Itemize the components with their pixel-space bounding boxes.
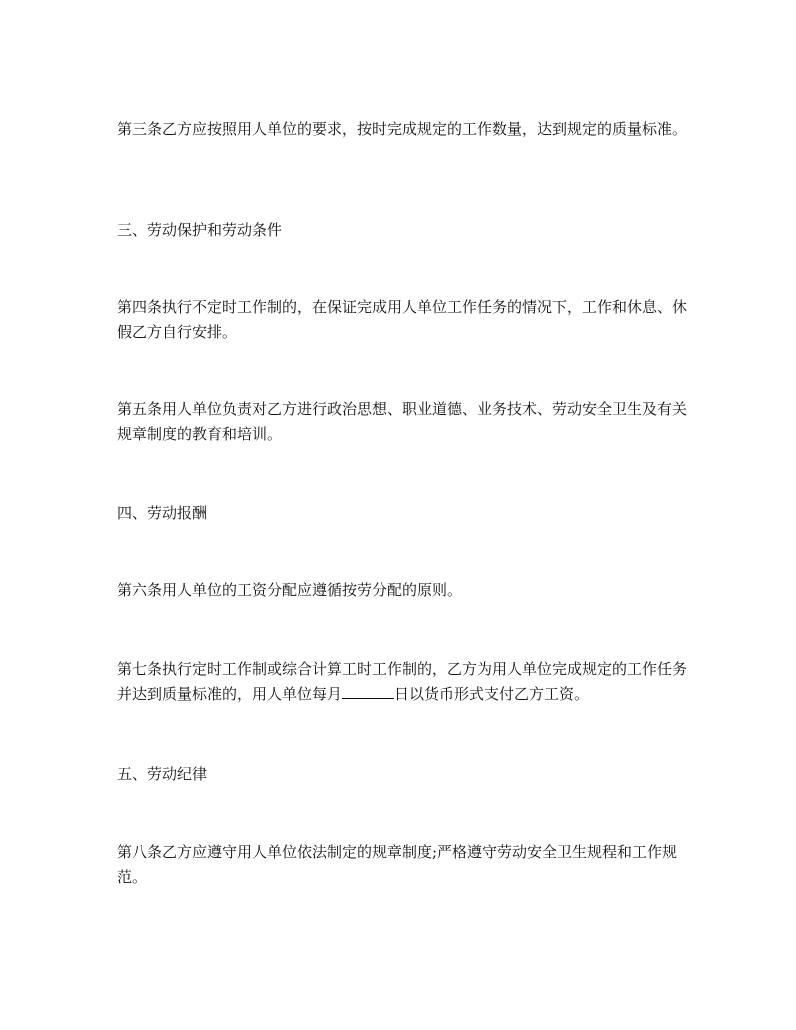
section-4-heading: 四、劳动报酬 (117, 504, 208, 522)
clause-4: 第四条执行不定时工作制的，在保证完成用人单位工作任务的情况下，工作和休息、休假乙方自行安排。 (117, 298, 688, 341)
section-3-heading: 三、劳动保护和劳动条件 (117, 221, 283, 239)
clause-5: 第五条用人单位负责对乙方进行政治思想、职业道德、业务技术、劳动安全卫生及有关规章制度的教育和培训。 (117, 400, 688, 443)
clause-3: 第三条乙方应按照用人单位的要求，按时完成规定的工作数量，达到规定的质量标准。 (117, 120, 688, 138)
clause-6: 第六条用人单位的工资分配应遵循按劳分配的原则。 (117, 581, 463, 599)
blank-fill-line (342, 683, 394, 699)
clause-7-part1: 第七条执行定时工作制或综合计算工时工作制的，乙方为用人单位完成规定的工作任务并达到质量标准的，用人单位每月 (117, 660, 688, 703)
clause-8: 第八条乙方应遵守用人单位依法制定的规章制度;严格遵守劳动安全卫生规程和工作规范。 (117, 843, 678, 886)
clause-7 (117, 657, 687, 707)
clause-7-part2: 日以货币形式支付乙方工资。 (394, 685, 590, 703)
section-5-heading: 五、劳动纪律 (117, 765, 208, 783)
